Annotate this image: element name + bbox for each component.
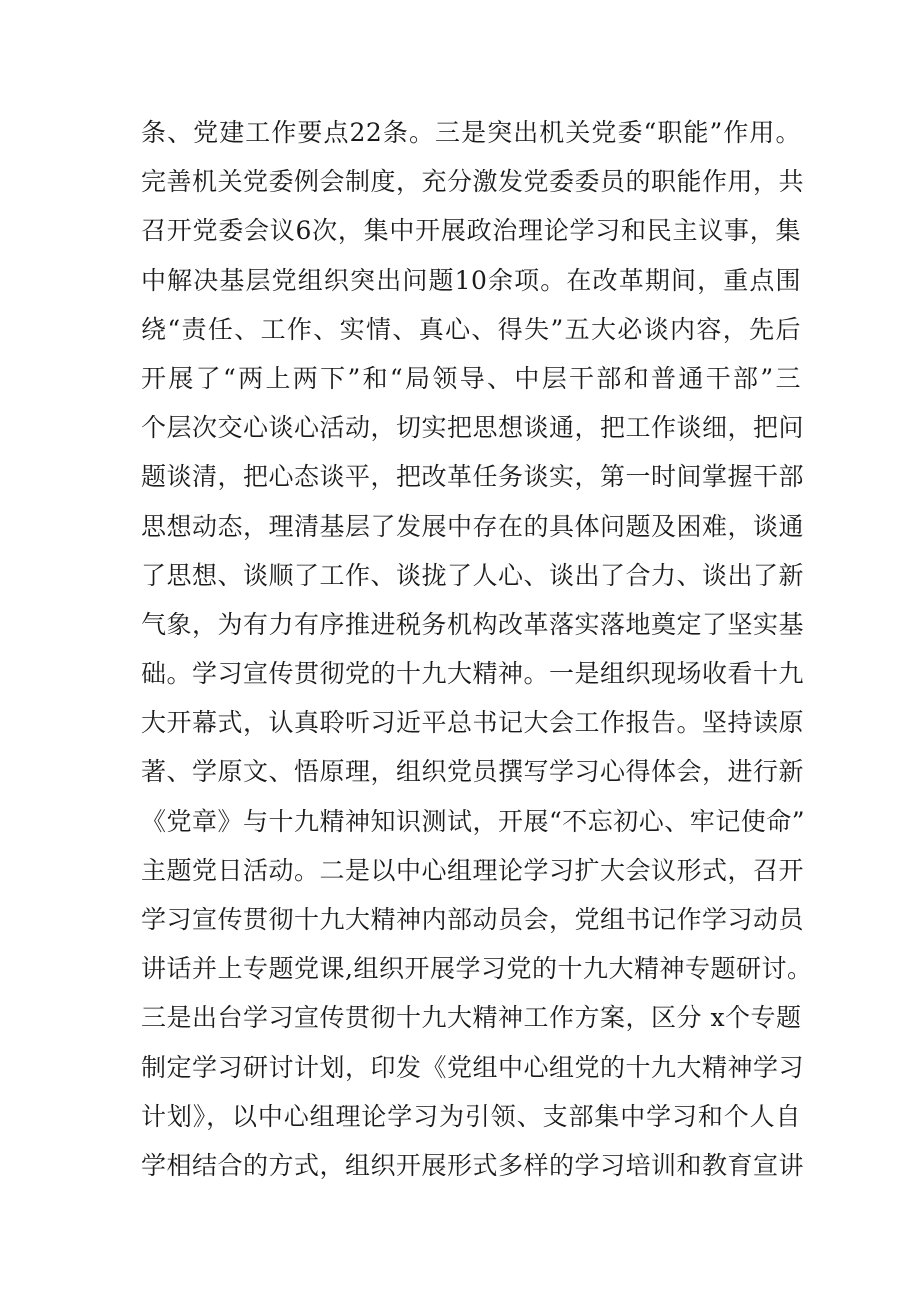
text-line-15: 《党章》与十九精神知识测试，开展“不忘初心、牢记使命” <box>141 806 806 836</box>
text-line-17: 学习宣传贯彻十九大精神内部动员会，党组书记作学习动员 <box>141 905 805 934</box>
text-line-9: 思想动态，理清基层了发展中存在的具体问题及困难，谈通 <box>141 511 805 541</box>
text-line-18: 讲话并上专题党课,组织开展学习党的十九大精神专题研讨。 <box>141 954 813 984</box>
text-line-16: 主题党日活动。二是以中心组理论学习扩大会议形式，召开 <box>141 855 805 885</box>
text-line-3: 召开党委会议6次，集中开展政治理论学习和民主议事，集 <box>141 216 801 246</box>
text-line-11: 气象，为有力有序推进税务机构改革落实落地奠定了坚实基 <box>141 609 805 639</box>
text-line-20: 制定学习研讨计划，印发《党组中心组党的十九大精神学习 <box>141 1052 805 1082</box>
text-line-7: 个层次交心谈心活动，切实把思想谈通，把工作谈细，把问 <box>141 413 805 443</box>
text-line-8: 题谈清，把心态谈平，把改革任务谈实，第一时间掌握干部 <box>141 462 805 492</box>
text-line-2: 完善机关党委例会制度，充分激发党委委员的职能作用，共 <box>141 167 805 197</box>
text-line-10: 了思想、谈顺了工作、谈拢了人心、谈出了合力、谈出了新 <box>141 560 805 590</box>
text-line-1: 条、党建工作要点22条。三是突出机关党委“职能”作用。 <box>141 118 801 147</box>
body-text <box>141 108 813 1190</box>
text-line-19: 三是出台学习宣传贯彻十九大精神工作方案，区分 x个专题 <box>141 1003 802 1033</box>
text-line-13: 大开幕式，认真聆听习近平总书记大会工作报告。坚持读原 <box>141 708 805 738</box>
text-line-4: 中解决基层党组织突出问题10余项。在改革期间，重点围 <box>141 265 801 295</box>
text-line-12: 础。学习宣传贯彻党的十九大精神。一是组织现场收看十九 <box>141 659 805 689</box>
text-line-6: 开展了“两上两下”和“局领导、中层干部和普通干部”三 <box>141 363 801 393</box>
text-line-14: 著、学原文、悟原理，组织党员撰写学习心得体会，进行新 <box>141 757 805 787</box>
text-line-5: 绕“责任、工作、实情、真心、得失”五大必谈内容，先后 <box>141 314 801 344</box>
text-line-22: 学相结合的方式，组织开展形式多样的学习培训和教育宣讲 <box>141 1150 805 1180</box>
text-line-21: 计划》，以中心组理论学习为引领、支部集中学习和个人自 <box>141 1101 801 1131</box>
